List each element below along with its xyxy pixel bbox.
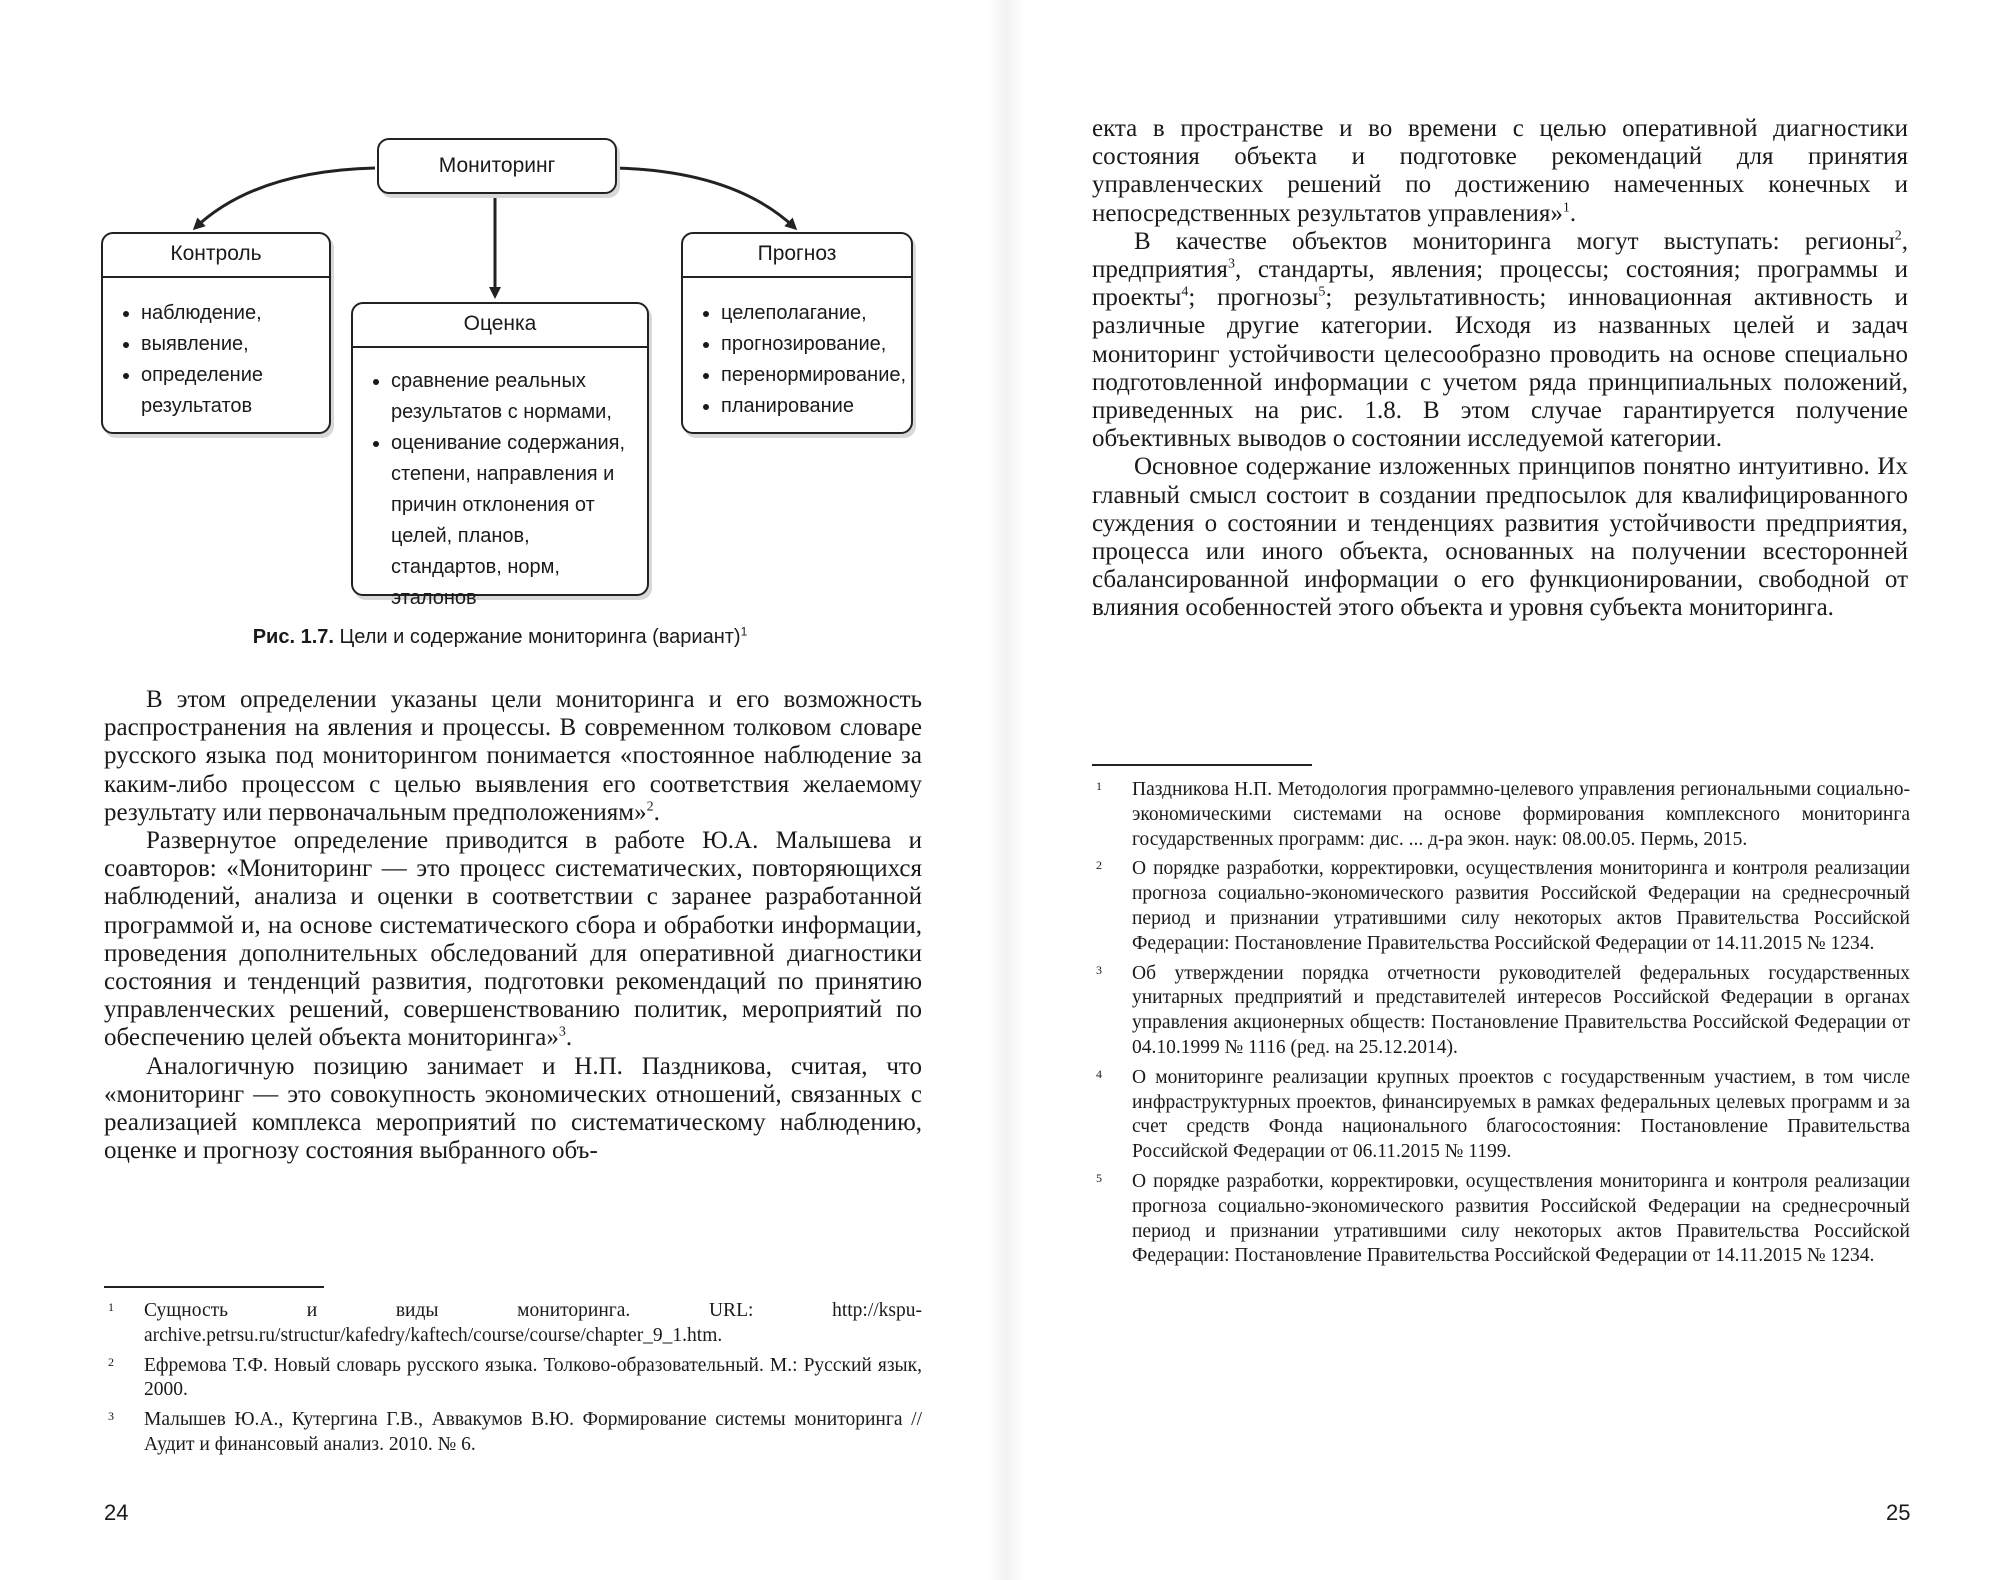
list-item: • перенормирование, (721, 360, 899, 391)
arrow-to-control (195, 168, 375, 228)
footnote-number: 1 (1096, 779, 1102, 793)
page-number: 25 (1886, 1500, 1911, 1525)
caption-text: Цели и содержание мониторинга (вариант) (333, 626, 741, 648)
assessment-list (353, 348, 647, 624)
footnote-number: 2 (1096, 858, 1102, 873)
paragraph (1092, 115, 1908, 228)
paragraph (1092, 453, 1908, 622)
paragraph-text: В качестве объектов мониторинга могут выступать: регионы (1134, 227, 1895, 255)
page-number: 24 (104, 1500, 129, 1525)
paragraph-text: В этом определении указаны цели мониторинга и его возможность распространения на явления и процессы. В современном толковом словаре русского языка под мониторингом понимается «постоянное наблюдение за каким-либо процессом с целью выявления его соответствия желаемому результату или первоначальным предположениям» (104, 686, 922, 826)
footnote-ref: 4 (1181, 284, 1189, 300)
caption-label: Рис. 1.7. (252, 626, 334, 648)
footnote-text: О порядке разработки, корректировки, осуществления мониторинга и контроля реализации прогноза социально-экономического развития Российской Федерации на среднесрочный период и признании утратившими силу некоторых актов Правительства Российской Федерации: Постановление Правительства Российской Федерации от 14.11.2015 № 1234. (1132, 858, 1910, 954)
figure-caption (0, 626, 1000, 649)
paragraph-text: , предприятия (1092, 227, 1908, 284)
footnote-number: 4 (1096, 1066, 1102, 1081)
footnote (1092, 857, 1910, 956)
left-body-text (104, 686, 922, 1165)
footnote-number: 3 (1096, 962, 1102, 977)
list-item: • прогнозирование, (721, 329, 899, 360)
paragraph-end: . (565, 1024, 573, 1052)
right-footnotes (1092, 778, 1910, 1274)
list-item: • определение результатов (141, 360, 317, 422)
assessment-box (351, 302, 649, 609)
caption-footnote-ref: 1 (740, 624, 748, 639)
control-title: Контроль (103, 234, 329, 278)
footnote-text: Ефремова Т.Ф. Новый словарь русского языка. Толково-образовательный. М.: Русский язык, 2000. (144, 1354, 922, 1401)
footnote-text: О порядке разработки, корректировки, осуществления мониторинга и контроля реализации прогноза социально-экономического развития Российской Федерации на среднесрочный период и признании утратившими силу некоторых актов Правительства Российской Федерации: Постановление Правительства Российской Федерации от 14.11.2015 № 1234. (1132, 1170, 1910, 1267)
footnote (1092, 778, 1910, 852)
footnote-number: 1 (108, 1300, 114, 1314)
list-item: • планирование (721, 391, 899, 422)
footnote-text: Малышев Ю.А., Кутергина Г.В., Аввакумов В.Ю. Формирование системы мониторинга // Аудит и финансовый анализ. 2010. № 6. (144, 1409, 922, 1455)
footnote-ref: 3 (558, 1025, 566, 1041)
footnote-number: 3 (108, 1409, 114, 1424)
paragraph-end: . (1569, 199, 1577, 227)
forecast-title: Прогноз (683, 234, 911, 278)
footnote-text: Сущность и виды мониторинга. URL: http://kspu-archive.petrsu.ru/structur/kafedry/kaftech/course/course/chapter_9_1.htm. (144, 1300, 922, 1346)
footnote (1092, 962, 1910, 1061)
right-page (1000, 0, 2000, 1580)
control-box (101, 232, 331, 434)
footnote-text: Паздникова Н.П. Методология программно-целевого управления региональными социально-экономическими системами на основе формирования комплексного мониторинга государственных программ: дис. ... д-ра экон. наук: 08.00.05. Пермь, 2015. (1132, 779, 1910, 850)
footnote-ref: 5 (1318, 284, 1326, 300)
monitoring-box (377, 138, 617, 194)
footnote-text: Об утверждении порядка отчетности руководителей федеральных государственных унитарных предприятий и представителей интересов Российской Федерации в органах управления акционерных обществ: Постановление Правительства Российской Федерации от 04.10.1999 № 1116 (ред. на 25.12.2014). (1132, 962, 1910, 1058)
paragraph (104, 827, 922, 1053)
footnote-number: 2 (108, 1354, 114, 1369)
arrow-to-forecast (615, 168, 795, 228)
paragraph-text: Основное содержание изложенных принципов понятно интуитивно. Их главный смысл состоит в создании предпосылок для квалифицированного суждения о состоянии и тенденциях развития устойчивости предприятия, процесса или иного объекта, основанных на получении всесторонней сбалансированной информации о его функционировании, свободной от влияния особенностей этого объекта и уровня субъекта мониторинга. (1092, 453, 1908, 622)
footnote (104, 1408, 922, 1458)
footnote-ref: 2 (1894, 228, 1902, 244)
list-item: • сравнение реальных результатов с нормами, (391, 366, 635, 428)
footnote (104, 1299, 922, 1349)
footnote-ref: 3 (1227, 256, 1235, 272)
footnote-rule (104, 1286, 324, 1288)
footnote-ref: 1 (1562, 200, 1570, 216)
footnote (104, 1354, 922, 1404)
control-list (103, 278, 329, 432)
paragraph-text: екта в пространстве и во времени с целью оперативной диагностики состояния объекта и подготовке рекомендаций для принятия управленческих решений по достижению намеченных конечных и непосредственных результатов управления» (1092, 115, 1908, 227)
footnote-text: О мониторинге реализации крупных проектов с государственным участием, в том числе инфраструктурных проектов, финансируемых в рамках федеральных целевых программ и за счет средств Фонда национального благосостояния: Постановление Правительства Российской Федерации от 06.11.2015 № 1199. (1132, 1066, 1910, 1163)
paragraph (104, 1053, 922, 1166)
footnote-number: 5 (1096, 1170, 1102, 1185)
paragraph-text: ; прогнозы (1188, 284, 1319, 312)
right-body-text (1092, 115, 1908, 623)
paragraph-text: Аналогичную позицию занимает и Н.П. Паздникова, считая, что «мониторинг — это совокупность экономических отношений, связанных с реализацией комплекса мероприятий по систематическому наблюдению, оценке и прогнозу состояния выбранного объ- (104, 1052, 922, 1165)
list-item: • целеполагание, (721, 298, 899, 329)
paragraph-end: . (653, 798, 660, 826)
paragraph-text: Развернутое определение приводится в работе Ю.А. Малышева и соавторов: «Мониторинг — это процесс систематических, повторяющихся наблюдений, анализа и оценки в соответствии с заранее разработанной программой и, на основе систематического сбора и обработки информации, проведения дополнительных обследований для оперативной диагностики состояния и тенденций развития, подготовки рекомендаций по принятию управленческих решений, совершенствованию политик, мероприятий по обеспечению целей объекта мониторинга» (104, 827, 922, 1052)
footnote-ref: 2 (646, 799, 654, 815)
footnote-rule (1092, 764, 1312, 766)
list-item: • выявление, (141, 329, 317, 360)
monitoring-diagram (95, 130, 915, 610)
assessment-title: Оценка (353, 304, 647, 348)
paragraph-text: ; результативность; инновационная активность и различные другие категории. Исходя из названных целей и задач мониторинг устойчивости целесообразно проводить на основе специально подготовленной информации с учетом ряда принципиальных положений, приведенных на рис. 1.8. В этом случае гарантируется получение объективных выводов о состоянии исследуемой категории. (1092, 284, 1908, 453)
list-item: • наблюдение, (141, 298, 317, 329)
paragraph-text: , стандарты, явления; процессы; состояния; программы и проекты (1092, 256, 1908, 312)
forecast-list (683, 278, 911, 432)
list-item: • оценивание содержания, степени, направления и причин отклонения от целей, планов, стандартов, норм, эталонов (391, 428, 635, 614)
monitoring-title: Мониторинг (438, 154, 556, 177)
left-footnotes (104, 1299, 922, 1463)
footnote (1092, 1170, 1910, 1269)
forecast-box (681, 232, 913, 434)
footnote (1092, 1066, 1910, 1165)
paragraph (104, 686, 922, 827)
paragraph (1092, 228, 1908, 454)
